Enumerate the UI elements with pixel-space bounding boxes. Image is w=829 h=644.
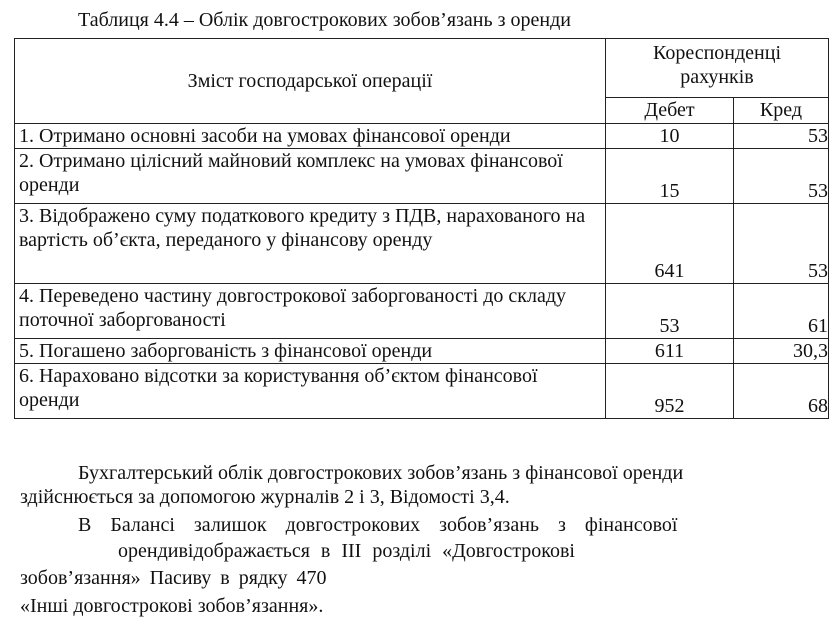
header-correspondence bbox=[606, 39, 829, 98]
header-correspondence-line1: Кореспонденці bbox=[652, 42, 782, 64]
credit-account: 68 bbox=[734, 364, 829, 419]
operation-text: 6. Нараховано відсотки за користування об’єктом фінансової оренди bbox=[15, 364, 606, 419]
debit-account: 10 bbox=[606, 124, 734, 149]
header-operation: Зміст господарської операції bbox=[15, 39, 606, 124]
table-row bbox=[15, 124, 829, 149]
header-credit: Кред bbox=[734, 98, 829, 124]
operations-table bbox=[14, 38, 829, 419]
paragraph-line: орендивідображається в ІІІ розділі «Довгострокові bbox=[118, 540, 575, 562]
credit-account: 61 bbox=[734, 284, 829, 339]
paragraph-line: В Балансі залишок довгострокових зобов’язань з фінансової bbox=[78, 514, 678, 536]
paragraph-line: «Інші довгострокові зобов’язання». bbox=[20, 595, 324, 617]
operation-text: 1. Отримано основні засоби на умовах фінансової оренди bbox=[15, 124, 606, 149]
table-row bbox=[15, 364, 829, 419]
table-row bbox=[15, 204, 829, 284]
operation-text: 5. Погашено заборгованість з фінансової оренди bbox=[15, 339, 606, 364]
operation-text: 2. Отримано цілісний майновий комплекс на умовах фінансової оренди bbox=[15, 149, 606, 204]
credit-account: 53 bbox=[734, 149, 829, 204]
paragraph-line: зобов’язання» Пасиву в рядку 470 bbox=[20, 567, 327, 589]
paragraph-line: Бухгалтерський облік довгострокових зобов’язань з фінансової оренди bbox=[78, 462, 684, 484]
table-row bbox=[15, 149, 829, 204]
operation-text: 4. Переведено частину довгострокової заборгованості до складу поточної заборгованості bbox=[15, 284, 606, 339]
table-row bbox=[15, 284, 829, 339]
credit-account: 53 bbox=[734, 204, 829, 284]
operation-text: 3. Відображено суму податкового кредиту з ПДВ, нарахованого на вартість об’єкта, переданого у фінансову оренду bbox=[15, 204, 606, 284]
credit-account: 53 bbox=[734, 124, 829, 149]
debit-account: 53 bbox=[606, 284, 734, 339]
debit-account: 952 bbox=[606, 364, 734, 419]
debit-account: 611 bbox=[606, 339, 734, 364]
credit-account: 30,3 bbox=[734, 339, 829, 364]
header-debit: Дебет bbox=[606, 98, 734, 124]
table-row bbox=[15, 339, 829, 364]
debit-account: 641 bbox=[606, 204, 734, 284]
paragraph-line: здійснюється за допомогою журналів 2 і 3, Відомості 3,4. bbox=[20, 486, 510, 508]
debit-account: 15 bbox=[606, 149, 734, 204]
header-correspondence-line2: рахунків bbox=[680, 66, 754, 88]
table-caption: Таблиця 4.4 – Облік довгострокових зобов’язань з оренди bbox=[78, 9, 571, 31]
